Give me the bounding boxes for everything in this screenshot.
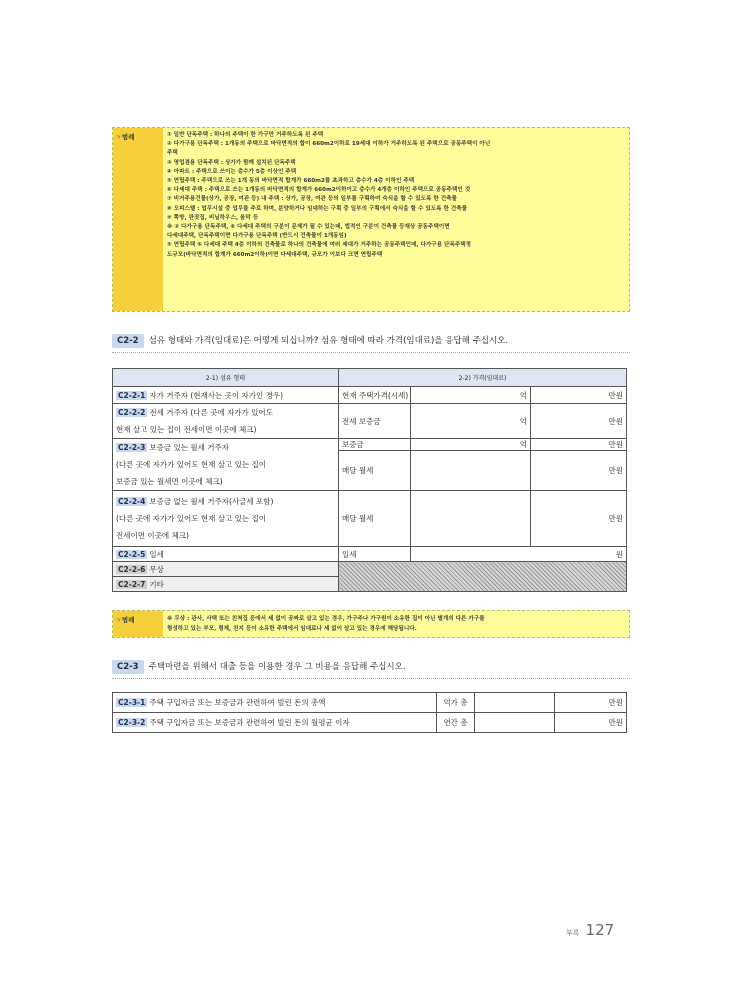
field-label: 보증금 xyxy=(339,439,411,451)
question-text: 섬유 형태와 가격(임대료)은 어떻게 되십니까? 섬유 형태에 따라 가격(임대료)을 응답해 주십시오. xyxy=(148,336,509,346)
unit-label: 억가 총 xyxy=(437,693,475,713)
option-c2-2-4[interactable] xyxy=(113,491,339,547)
input-blank[interactable] xyxy=(411,451,531,491)
legend-line: ⑤ 연립주택 ⑥ 다세대 주택 4층 이하의 건축물로 하나의 건축물에 여러 세대가 거주하는 공동주택인데, 다가구용 단독주택정 xyxy=(167,242,472,249)
legend-box-housing-types xyxy=(112,127,630,312)
legend-line: 도규모(바닥면적의 합계가 660m2이하)이면 다세대주택, 규모가 이보다 크면 연립주택 xyxy=(167,251,383,258)
unit-label: 연간 총 xyxy=(437,713,475,733)
legend-body xyxy=(163,611,629,637)
unit-manwon: 만원 xyxy=(608,416,624,426)
input-manwon[interactable] xyxy=(531,387,627,404)
unit-eok: 억 xyxy=(519,440,527,449)
option-c2-2-1[interactable] xyxy=(113,387,339,404)
legend-line: ⑧ 오피스텔 : 업무시설 중 업무를 주로 하며, 분양하거나 임대하는 구획 중 일부의 구획에서 숙식을 할 수 있도록 한 건축물 xyxy=(167,205,468,212)
option-c2-2-7[interactable] xyxy=(113,577,339,592)
option-c2-2-6[interactable] xyxy=(113,562,339,577)
hatched-na-area xyxy=(339,562,627,592)
legend-label: ☞범례 xyxy=(113,611,163,637)
option-c2-2-2[interactable] xyxy=(113,404,339,439)
option-code: C2-2-2 xyxy=(118,408,146,417)
legend-body xyxy=(163,128,629,263)
input-won[interactable] xyxy=(411,547,627,562)
input-eok[interactable] xyxy=(411,387,531,404)
page-footer xyxy=(566,920,614,939)
legend-line: ① 일반 단독주택 : 하나의 주택이 한 가구만 거주하도록 된 주택 xyxy=(167,132,324,138)
option-code: C2-3-1 xyxy=(118,698,146,707)
loan-label: 주택 구입자금 또는 보증금과 관련하여 빌린 돈의 월평균 이자 xyxy=(149,718,350,727)
unit-eok: 억 xyxy=(519,416,527,426)
unit-manwon: 만원 xyxy=(608,466,624,475)
input-eok[interactable] xyxy=(411,404,531,439)
legend-box-free-housing xyxy=(112,610,630,638)
loan-interest-input[interactable] xyxy=(475,713,555,733)
housing-type-price-table xyxy=(112,368,627,592)
loan-interest-label xyxy=(113,713,437,733)
loan-label: 주택 구입자금 또는 보증금과 관련하여 빌린 돈의 총액 xyxy=(149,698,326,707)
input-manwon[interactable] xyxy=(531,451,627,491)
option-label: 전세 거주자 (다른 곳에 자가가 있어도 xyxy=(149,408,273,417)
loan-total-label xyxy=(113,693,437,713)
option-code: C2-2-7 xyxy=(118,579,146,589)
question-c2-2 xyxy=(112,334,508,348)
option-code: C2-2-4 xyxy=(118,497,146,506)
question-divider xyxy=(112,352,630,353)
legend-line: 다세대주택, 단독주택이면 다가구용 단독주택 (반드시 건축물이 1개동임) xyxy=(167,233,347,240)
option-code: C2-2-3 xyxy=(118,443,146,452)
loan-table xyxy=(112,692,627,733)
option-label: 보증금 있는 월세 거주자 xyxy=(149,443,229,452)
header-housing-type: 2-1) 섬유 형태 xyxy=(113,369,339,387)
option-c2-2-3[interactable] xyxy=(113,439,339,491)
legend-line: 형성하고 있는 부모, 형제, 친지 등이 소유한 주택에서 임대료나 세 없이 살고 있는 경우에 해당됩니다. xyxy=(167,626,417,632)
input-blank[interactable] xyxy=(411,491,531,547)
legend-label: ☞범례 xyxy=(113,128,163,311)
option-label: 자가 거주자 (현재사는 곳이 자가인 경우) xyxy=(149,390,284,400)
loan-total-input[interactable] xyxy=(475,693,555,713)
option-label: 무상 xyxy=(149,564,164,574)
unit-manwon: 만원 xyxy=(555,693,627,713)
option-label: 보증금 없는 월세 거주자(사글세 포함) xyxy=(149,497,274,506)
page-number: 127 xyxy=(585,921,615,939)
legend-line: ⑦ 비거주용건물(상가, 공장, 여관 등) 내 주택 : 상가, 공장, 여관 등의 일부를 구획하여 숙식을 할 수 있도록 한 건축물 xyxy=(167,196,457,203)
input-eok[interactable] xyxy=(411,439,531,451)
unit-manwon: 만원 xyxy=(608,440,624,449)
legend-line: ② 다가구용 단독주택 : 1개동의 주택으로 바닥면적의 합이 660m2이하로 19세대 이하가 거주하도록 된 주택으로 공동주택이 아닌 xyxy=(167,141,491,148)
field-label: 매달 월세 xyxy=(339,491,411,547)
field-label: 매달 월세 xyxy=(339,451,411,491)
legend-line: ※ ② 다가구용 단독주택, ⑥ 다세대 주택의 구분이 문제가 될 수 있는데, 법적인 구분이 건축물 등재상 공동주택이면 xyxy=(167,224,450,231)
option-note: (다른 곳에 자가가 있어도 현재 살고 있는 집이 xyxy=(116,514,267,523)
header-price: 2-2) 가격(임대료) xyxy=(339,369,627,387)
option-code: C2-2-6 xyxy=(118,564,146,574)
option-code: C2-3-2 xyxy=(118,718,146,727)
option-note: 전세이면 이곳에 체크) xyxy=(116,531,189,540)
option-note: 보증금 있는 월세면 이곳에 체크) xyxy=(116,477,223,486)
option-label: 일세 xyxy=(149,549,164,559)
unit-won: 원 xyxy=(615,549,624,559)
field-label: 전세 보증금 xyxy=(339,404,411,439)
field-label: 일세 xyxy=(339,547,411,562)
question-code: C2-2 xyxy=(112,334,144,348)
option-c2-2-5[interactable] xyxy=(113,547,339,562)
question-divider xyxy=(112,678,630,679)
legend-line: ⑤ 연립주택 : 주택으로 쓰는 1개 동의 바닥면적 합계가 660m2를 초과하고 층수가 4층 이하인 주택 xyxy=(167,178,415,185)
legend-line: 주택 xyxy=(167,150,178,157)
input-manwon[interactable] xyxy=(531,404,627,439)
question-text: 주택마련을 위해서 대출 등을 이용한 경우 그 비용을 응답해 주십시오. xyxy=(148,662,406,672)
unit-manwon: 만원 xyxy=(608,514,624,523)
footer-label: 부록 xyxy=(566,929,580,937)
legend-line: ④ 아파트 : 주택으로 쓰이는 층수가 5층 이상인 주택 xyxy=(167,168,297,175)
legend-line: ⑨ 쪽방, 판잣집, 비닐하우스, 움막 등 xyxy=(167,214,259,221)
option-note: 현재 살고 있는 집이 전세이면 이곳에 체크) xyxy=(116,425,257,434)
option-note: (다른 곳에 자가가 있어도 현재 살고 있는 집이 xyxy=(116,460,267,469)
unit-eok: 억 xyxy=(519,390,527,400)
legend-line: ⑥ 다세대 주택 : 주택으로 쓰는 1개동의 바닥면적의 합계가 660m2이하이고 층수가 4개층 이하인 주택으로 공동주택인 것 xyxy=(167,187,471,194)
input-manwon[interactable] xyxy=(531,439,627,451)
legend-line: ③ 영업겸용 단독주택 : 상가가 함께 설치된 단독주택 xyxy=(167,159,296,166)
option-label: 기타 xyxy=(149,579,164,589)
option-code: C2-2-1 xyxy=(118,390,146,400)
question-c2-3 xyxy=(112,660,406,674)
unit-manwon: 만원 xyxy=(555,713,627,733)
field-label: 현재 주택가격(시세) xyxy=(339,387,411,404)
question-code: C2-3 xyxy=(112,660,144,674)
legend-line: ※ 무상 : 관사, 사택 또는 친척집 등에서 세 없이 공짜로 살고 있는 경우, 가구주나 가구원이 소유한 집이 아닌 별개의 다른 가구를 xyxy=(167,616,485,622)
option-code: C2-2-5 xyxy=(118,549,146,559)
unit-manwon: 만원 xyxy=(608,390,624,400)
input-manwon[interactable] xyxy=(531,491,627,547)
